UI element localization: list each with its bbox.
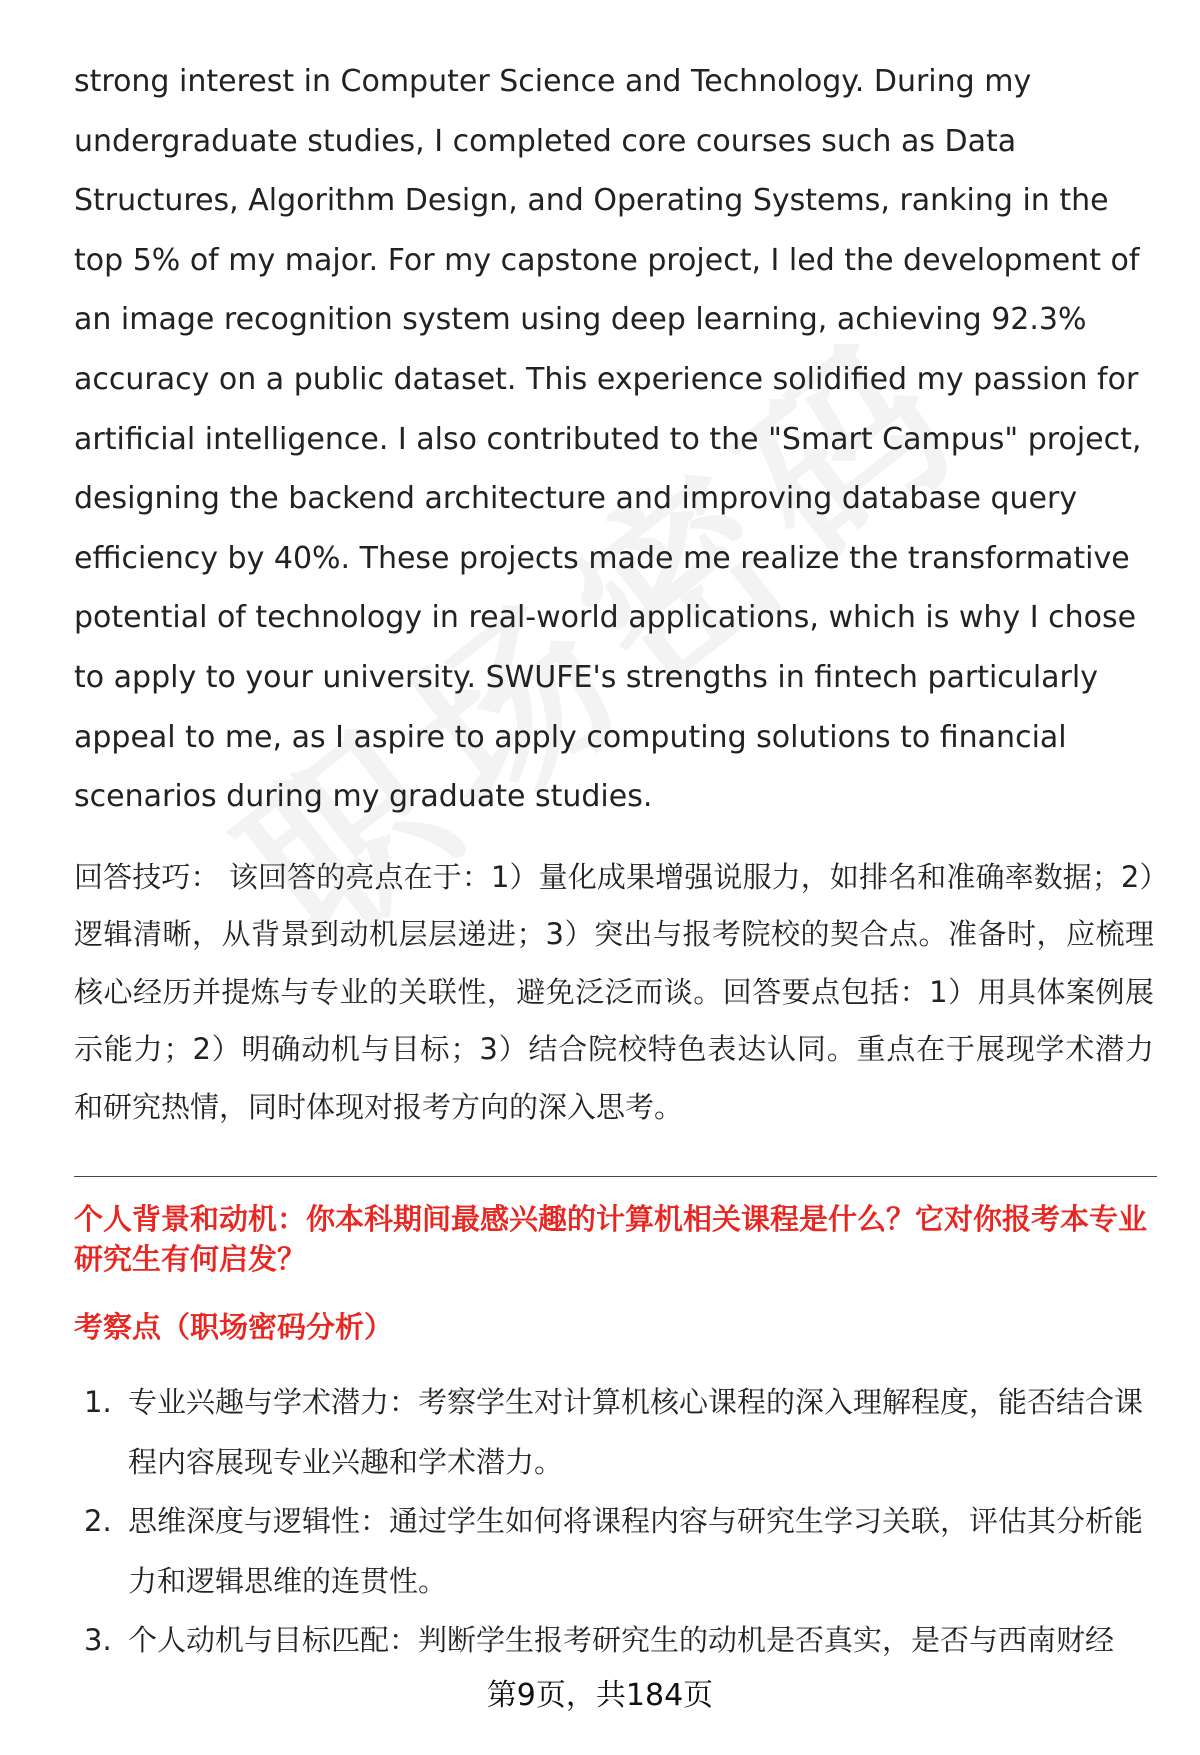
assessment-points-list xyxy=(74,1373,1154,1671)
assessment-points-heading: 考察点（职场密码分析） xyxy=(74,1310,394,1345)
question-heading: 个人背景和动机：你本科期间最感兴趣的计算机相关课程是什么？它对你报考本专业研究生有何启发？ xyxy=(74,1202,1148,1277)
list-item-text: 个人动机与目标匹配：判断学生报考研究生的动机是否真实，是否与西南财经 xyxy=(128,1623,1115,1658)
list-item-text: 思维深度与逻辑性：通过学生如何将课程内容与研究生学习关联，评估其分析能力和逻辑思维的连贯性。 xyxy=(128,1504,1144,1598)
page-footer: 第9页，共184页 xyxy=(486,1678,714,1713)
list-item xyxy=(74,1373,1154,1492)
list-item-number: 3. xyxy=(84,1623,112,1658)
list-item xyxy=(74,1492,1154,1611)
list-item-number: 2. xyxy=(84,1504,112,1539)
body-paragraph: strong interest in Computer Science and Technology. During my undergraduate studies, I completed core courses such as Data Structures, Algorithm Design, and Operating Systems, ranking in the top 5% of my major. For my capstone project, I led the development of an image recognition system using deep learning, achieving 92.3% accuracy on a public dataset. This experience solidified my passion for artificial intelligence. I also contributed to the "Smart Campus" project, designing the backend architecture and improving database query efficiency by 40%. These projects made me realize the transformative potential of technology in real-world applications, which is why I chose to apply to your university. SWUFE's strengths in fintech particularly appeal to me, as I aspire to apply computing solutions to financial scenarios during my graduate studies. xyxy=(74,64,1142,815)
page-content xyxy=(74,52,1154,1671)
list-item xyxy=(74,1611,1154,1671)
section-divider xyxy=(74,1176,1157,1177)
answer-tips: 回答技巧： 该回答的亮点在于：1）量化成果增强说服力，如排名和准确率数据；2）逻辑清晰，从背景到动机层层递进；3）突出与报考院校的契合点。准备时，应梳理核心经历并提炼与专业的关联性，避免泛泛而谈。回答要点包括：1）用具体案例展示能力；2）明确动机与目标；3）结合院校特色表达认同。重点在于展现学术潜力和研究热情，同时体现对报考方向的深入思考。 xyxy=(74,859,1154,1124)
list-item-text: 专业兴趣与学术潜力：考察学生对计算机核心课程的深入理解程度，能否结合课程内容展现专业兴趣和学术潜力。 xyxy=(128,1385,1144,1479)
list-item-number: 1. xyxy=(84,1385,112,1420)
